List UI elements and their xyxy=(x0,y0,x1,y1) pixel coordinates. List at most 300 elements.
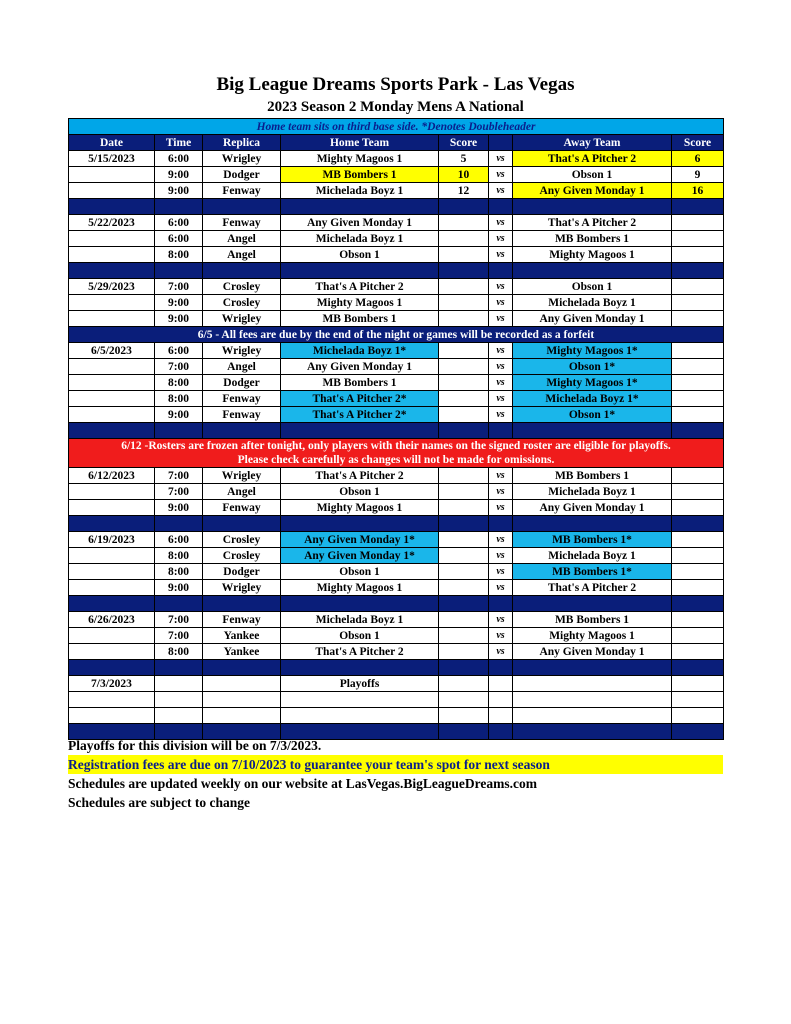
time-cell xyxy=(155,692,203,708)
home-cell: That's A Pitcher 2 xyxy=(281,644,439,660)
away-score-cell: 9 xyxy=(672,167,724,183)
separator-cell xyxy=(489,423,513,439)
home-score-cell xyxy=(439,343,489,359)
separator-cell xyxy=(489,516,513,532)
separator-cell xyxy=(281,516,439,532)
separator-cell xyxy=(203,263,281,279)
date-cell xyxy=(69,375,155,391)
roster-alert xyxy=(69,439,724,468)
away-score-cell: 16 xyxy=(672,183,724,199)
away-score-cell xyxy=(672,644,724,660)
date-cell xyxy=(69,692,155,708)
footer-notes xyxy=(68,736,723,812)
time-cell xyxy=(155,676,203,692)
vs-cell: vs xyxy=(489,375,513,391)
home-cell: Obson 1 xyxy=(281,564,439,580)
roster-alert-row xyxy=(69,439,724,468)
home-cell: Obson 1 xyxy=(281,628,439,644)
away-cell: Michelada Boyz 1 xyxy=(513,484,672,500)
home-score-cell xyxy=(439,500,489,516)
vs-cell xyxy=(489,676,513,692)
replica-cell: Angel xyxy=(203,359,281,375)
separator-cell xyxy=(281,660,439,676)
separator-row xyxy=(69,660,724,676)
home-cell: Any Given Monday 1 xyxy=(281,359,439,375)
separator-cell xyxy=(69,263,155,279)
separator-cell xyxy=(155,199,203,215)
home-score-cell xyxy=(439,484,489,500)
fee-notice: 6/5 - All fees are due by the end of the night or games will be recorded as a forfeit xyxy=(69,327,724,343)
game-row xyxy=(69,391,724,407)
schedule-note: Home team sits on third base side. *Denotes Doubleheader xyxy=(69,119,724,135)
separator-cell xyxy=(439,660,489,676)
game-row xyxy=(69,676,724,692)
away-cell: Michelada Boyz 1 xyxy=(513,548,672,564)
replica-cell: Fenway xyxy=(203,183,281,199)
time-cell: 7:00 xyxy=(155,628,203,644)
away-cell: Any Given Monday 1 xyxy=(513,311,672,327)
footer-line: Playoffs for this division will be on 7/3/2023. xyxy=(68,738,322,753)
home-cell: MB Bombers 1 xyxy=(281,375,439,391)
separator-cell xyxy=(69,423,155,439)
time-cell: 8:00 xyxy=(155,548,203,564)
vs-cell: vs xyxy=(489,311,513,327)
game-row xyxy=(69,311,724,327)
home-cell: Mighty Magoos 1 xyxy=(281,580,439,596)
separator-cell xyxy=(69,199,155,215)
separator-cell xyxy=(155,596,203,612)
replica-cell: Wrigley xyxy=(203,311,281,327)
game-row xyxy=(69,407,724,423)
date-cell xyxy=(69,359,155,375)
home-cell: That's A Pitcher 2 xyxy=(281,468,439,484)
away-score-cell xyxy=(672,500,724,516)
home-cell: Michelada Boyz 1 xyxy=(281,183,439,199)
away-score-cell xyxy=(672,279,724,295)
date-cell xyxy=(69,628,155,644)
away-cell: Obson 1* xyxy=(513,407,672,423)
vs-cell: vs xyxy=(489,612,513,628)
home-score-cell xyxy=(439,247,489,263)
replica-cell: Crosley xyxy=(203,279,281,295)
time-cell: 6:00 xyxy=(155,151,203,167)
time-cell: 7:00 xyxy=(155,612,203,628)
vs-cell: vs xyxy=(489,580,513,596)
home-cell xyxy=(281,708,439,724)
date-cell xyxy=(69,391,155,407)
separator-row xyxy=(69,423,724,439)
away-cell: Obson 1* xyxy=(513,359,672,375)
away-cell: MB Bombers 1 xyxy=(513,468,672,484)
game-row xyxy=(69,343,724,359)
separator-cell xyxy=(489,660,513,676)
date-cell xyxy=(69,708,155,724)
replica-cell: Yankee xyxy=(203,644,281,660)
vs-cell: vs xyxy=(489,215,513,231)
away-score-cell xyxy=(672,231,724,247)
vs-cell: vs xyxy=(489,564,513,580)
time-cell: 6:00 xyxy=(155,532,203,548)
separator-cell xyxy=(155,516,203,532)
date-cell: 5/15/2023 xyxy=(69,151,155,167)
game-row xyxy=(69,468,724,484)
separator-cell xyxy=(203,596,281,612)
game-row xyxy=(69,183,724,199)
away-score-cell xyxy=(672,215,724,231)
away-cell: MB Bombers 1 xyxy=(513,231,672,247)
game-row xyxy=(69,628,724,644)
away-score-cell: 6 xyxy=(672,151,724,167)
away-cell: Mighty Magoos 1 xyxy=(513,628,672,644)
date-cell xyxy=(69,295,155,311)
time-cell: 9:00 xyxy=(155,407,203,423)
separator-cell xyxy=(672,423,724,439)
game-row xyxy=(69,167,724,183)
away-cell xyxy=(513,676,672,692)
separator-cell xyxy=(281,199,439,215)
game-row xyxy=(69,612,724,628)
away-cell: Mighty Magoos 1 xyxy=(513,247,672,263)
game-row xyxy=(69,500,724,516)
schedule-table xyxy=(68,118,724,740)
date-cell xyxy=(69,247,155,263)
away-score-cell xyxy=(672,343,724,359)
home-cell: Any Given Monday 1* xyxy=(281,548,439,564)
time-cell: 8:00 xyxy=(155,391,203,407)
separator-cell xyxy=(439,263,489,279)
vs-cell: vs xyxy=(489,151,513,167)
vs-cell: vs xyxy=(489,247,513,263)
date-cell: 6/26/2023 xyxy=(69,612,155,628)
away-cell: Mighty Magoos 1* xyxy=(513,343,672,359)
fee-notice-row xyxy=(69,327,724,343)
away-cell: Any Given Monday 1 xyxy=(513,644,672,660)
time-cell: 8:00 xyxy=(155,644,203,660)
time-cell: 6:00 xyxy=(155,215,203,231)
date-cell xyxy=(69,167,155,183)
separator-cell xyxy=(672,596,724,612)
time-cell: 7:00 xyxy=(155,484,203,500)
away-score-cell xyxy=(672,247,724,263)
vs-cell: vs xyxy=(489,548,513,564)
separator-cell xyxy=(69,596,155,612)
schedule-note-row xyxy=(69,119,724,135)
away-cell: Michelada Boyz 1* xyxy=(513,391,672,407)
time-cell: 8:00 xyxy=(155,375,203,391)
game-row xyxy=(69,564,724,580)
game-row xyxy=(69,295,724,311)
replica-cell: Angel xyxy=(203,484,281,500)
date-cell: 5/22/2023 xyxy=(69,215,155,231)
separator-cell xyxy=(69,660,155,676)
vs-cell: vs xyxy=(489,343,513,359)
header-row xyxy=(69,135,724,151)
separator-cell xyxy=(281,263,439,279)
home-cell: Michelada Boyz 1 xyxy=(281,231,439,247)
replica-cell xyxy=(203,692,281,708)
home-score-cell: 10 xyxy=(439,167,489,183)
date-cell xyxy=(69,183,155,199)
separator-row xyxy=(69,199,724,215)
away-cell: Obson 1 xyxy=(513,279,672,295)
separator-row xyxy=(69,516,724,532)
vs-cell xyxy=(489,692,513,708)
away-cell xyxy=(513,708,672,724)
home-score-cell xyxy=(439,564,489,580)
game-row xyxy=(69,644,724,660)
separator-cell xyxy=(672,516,724,532)
separator-cell xyxy=(513,199,672,215)
home-cell: Playoffs xyxy=(281,676,439,692)
date-cell xyxy=(69,580,155,596)
time-cell: 9:00 xyxy=(155,183,203,199)
away-cell: Any Given Monday 1 xyxy=(513,500,672,516)
home-cell: Any Given Monday 1* xyxy=(281,532,439,548)
footer-line: Schedules are updated weekly on our website at LasVegas.BigLeagueDreams.com xyxy=(68,776,538,791)
separator-cell xyxy=(672,263,724,279)
header-away-team: Away Team xyxy=(513,135,672,151)
replica-cell: Crosley xyxy=(203,532,281,548)
game-row xyxy=(69,231,724,247)
vs-cell: vs xyxy=(489,231,513,247)
game-row xyxy=(69,580,724,596)
vs-cell: vs xyxy=(489,500,513,516)
date-cell xyxy=(69,484,155,500)
away-score-cell xyxy=(672,532,724,548)
home-cell: Michelada Boyz 1* xyxy=(281,343,439,359)
away-score-cell xyxy=(672,628,724,644)
home-cell: Mighty Magoos 1 xyxy=(281,500,439,516)
game-row xyxy=(69,708,724,724)
separator-cell xyxy=(439,516,489,532)
roster-alert-line: Please check carefully as changes will not be made for omissions. xyxy=(237,454,555,466)
home-score-cell xyxy=(439,391,489,407)
game-row xyxy=(69,375,724,391)
away-score-cell xyxy=(672,692,724,708)
away-cell: Mighty Magoos 1* xyxy=(513,375,672,391)
separator-row xyxy=(69,263,724,279)
time-cell: 7:00 xyxy=(155,468,203,484)
header-vs xyxy=(489,135,513,151)
time-cell: 9:00 xyxy=(155,580,203,596)
home-score-cell xyxy=(439,628,489,644)
game-row xyxy=(69,279,724,295)
date-cell xyxy=(69,407,155,423)
away-cell: Obson 1 xyxy=(513,167,672,183)
home-cell: That's A Pitcher 2 xyxy=(281,279,439,295)
home-score-cell xyxy=(439,359,489,375)
home-score-cell xyxy=(439,580,489,596)
date-cell xyxy=(69,548,155,564)
away-cell xyxy=(513,692,672,708)
separator-cell xyxy=(203,516,281,532)
time-cell: 6:00 xyxy=(155,231,203,247)
separator-cell xyxy=(203,199,281,215)
time-cell: 8:00 xyxy=(155,564,203,580)
game-row xyxy=(69,692,724,708)
home-score-cell xyxy=(439,676,489,692)
replica-cell xyxy=(203,708,281,724)
away-cell: That's A Pitcher 2 xyxy=(513,215,672,231)
vs-cell: vs xyxy=(489,295,513,311)
game-row xyxy=(69,215,724,231)
home-cell: Mighty Magoos 1 xyxy=(281,295,439,311)
separator-cell xyxy=(489,596,513,612)
replica-cell: Wrigley xyxy=(203,151,281,167)
header-home-team: Home Team xyxy=(281,135,439,151)
replica-cell: Angel xyxy=(203,247,281,263)
separator-cell xyxy=(672,199,724,215)
vs-cell: vs xyxy=(489,407,513,423)
home-cell: MB Bombers 1 xyxy=(281,311,439,327)
home-cell: Obson 1 xyxy=(281,484,439,500)
date-cell xyxy=(69,311,155,327)
home-score-cell: 5 xyxy=(439,151,489,167)
replica-cell: Crosley xyxy=(203,295,281,311)
home-cell: Any Given Monday 1 xyxy=(281,215,439,231)
time-cell: 9:00 xyxy=(155,295,203,311)
time-cell: 7:00 xyxy=(155,279,203,295)
home-cell: Michelada Boyz 1 xyxy=(281,612,439,628)
home-score-cell xyxy=(439,644,489,660)
page-subtitle: 2023 Season 2 Monday Mens A National xyxy=(267,99,524,115)
away-score-cell xyxy=(672,484,724,500)
replica-cell: Wrigley xyxy=(203,468,281,484)
roster-alert-line: 6/12 -Rosters are frozen after tonight, only players with their names on the signed roster are eligible for playoffs. xyxy=(121,440,671,452)
vs-cell: vs xyxy=(489,468,513,484)
footer-line: Schedules are subject to change xyxy=(68,795,250,810)
home-score-cell xyxy=(439,311,489,327)
time-cell: 9:00 xyxy=(155,311,203,327)
page-title: Big League Dreams Sports Park - Las Vegas xyxy=(216,74,575,95)
replica-cell: Fenway xyxy=(203,391,281,407)
separator-cell xyxy=(439,423,489,439)
separator-cell xyxy=(672,660,724,676)
away-score-cell xyxy=(672,391,724,407)
separator-cell xyxy=(155,263,203,279)
separator-cell xyxy=(513,423,672,439)
date-cell xyxy=(69,500,155,516)
time-cell: 8:00 xyxy=(155,247,203,263)
time-cell: 9:00 xyxy=(155,167,203,183)
away-score-cell xyxy=(672,676,724,692)
home-score-cell xyxy=(439,279,489,295)
time-cell: 7:00 xyxy=(155,359,203,375)
separator-row xyxy=(69,596,724,612)
date-cell: 6/12/2023 xyxy=(69,468,155,484)
replica-cell: Angel xyxy=(203,231,281,247)
home-score-cell xyxy=(439,708,489,724)
replica-cell: Fenway xyxy=(203,500,281,516)
game-row xyxy=(69,548,724,564)
game-row xyxy=(69,151,724,167)
separator-cell xyxy=(155,423,203,439)
away-cell: Michelada Boyz 1 xyxy=(513,295,672,311)
home-score-cell xyxy=(439,532,489,548)
away-score-cell xyxy=(672,407,724,423)
away-score-cell xyxy=(672,580,724,596)
date-cell: 6/19/2023 xyxy=(69,532,155,548)
home-cell: That's A Pitcher 2* xyxy=(281,391,439,407)
replica-cell: Dodger xyxy=(203,167,281,183)
separator-cell xyxy=(281,596,439,612)
replica-cell: Fenway xyxy=(203,407,281,423)
home-score-cell: 12 xyxy=(439,183,489,199)
header-time: Time xyxy=(155,135,203,151)
replica-cell: Wrigley xyxy=(203,580,281,596)
time-cell xyxy=(155,708,203,724)
replica-cell: Wrigley xyxy=(203,343,281,359)
away-score-cell xyxy=(672,295,724,311)
separator-cell xyxy=(489,263,513,279)
home-cell: Obson 1 xyxy=(281,247,439,263)
replica-cell: Crosley xyxy=(203,548,281,564)
separator-cell xyxy=(203,660,281,676)
vs-cell: vs xyxy=(489,167,513,183)
time-cell: 6:00 xyxy=(155,343,203,359)
away-cell: That's A Pitcher 2 xyxy=(513,151,672,167)
away-cell: MB Bombers 1* xyxy=(513,564,672,580)
separator-cell xyxy=(489,199,513,215)
away-score-cell xyxy=(672,359,724,375)
registration-notice: Registration fees are due on 7/10/2023 to guarantee your team's spot for next season xyxy=(68,755,723,774)
away-score-cell xyxy=(672,612,724,628)
vs-cell: vs xyxy=(489,532,513,548)
game-row xyxy=(69,247,724,263)
vs-cell: vs xyxy=(489,628,513,644)
game-row xyxy=(69,532,724,548)
separator-cell xyxy=(439,199,489,215)
separator-cell xyxy=(203,423,281,439)
home-score-cell xyxy=(439,692,489,708)
away-score-cell xyxy=(672,311,724,327)
date-cell: 6/5/2023 xyxy=(69,343,155,359)
away-cell: MB Bombers 1* xyxy=(513,532,672,548)
time-cell: 9:00 xyxy=(155,500,203,516)
home-score-cell xyxy=(439,295,489,311)
separator-cell xyxy=(513,660,672,676)
separator-cell xyxy=(513,263,672,279)
separator-cell xyxy=(439,596,489,612)
replica-cell: Dodger xyxy=(203,375,281,391)
home-score-cell xyxy=(439,612,489,628)
separator-cell xyxy=(513,596,672,612)
date-cell xyxy=(69,644,155,660)
home-score-cell xyxy=(439,548,489,564)
date-cell: 5/29/2023 xyxy=(69,279,155,295)
separator-cell xyxy=(513,516,672,532)
away-score-cell xyxy=(672,375,724,391)
away-score-cell xyxy=(672,468,724,484)
home-score-cell xyxy=(439,375,489,391)
vs-cell: vs xyxy=(489,484,513,500)
game-row xyxy=(69,359,724,375)
schedule-body xyxy=(69,119,724,740)
away-score-cell xyxy=(672,564,724,580)
home-cell: MB Bombers 1 xyxy=(281,167,439,183)
vs-cell: vs xyxy=(489,391,513,407)
away-cell: That's A Pitcher 2 xyxy=(513,580,672,596)
vs-cell: vs xyxy=(489,644,513,660)
home-score-cell xyxy=(439,407,489,423)
header-away-score: Score xyxy=(672,135,724,151)
away-cell: Any Given Monday 1 xyxy=(513,183,672,199)
date-cell xyxy=(69,564,155,580)
home-cell xyxy=(281,692,439,708)
home-cell: That's A Pitcher 2* xyxy=(281,407,439,423)
vs-cell: vs xyxy=(489,183,513,199)
away-score-cell xyxy=(672,548,724,564)
